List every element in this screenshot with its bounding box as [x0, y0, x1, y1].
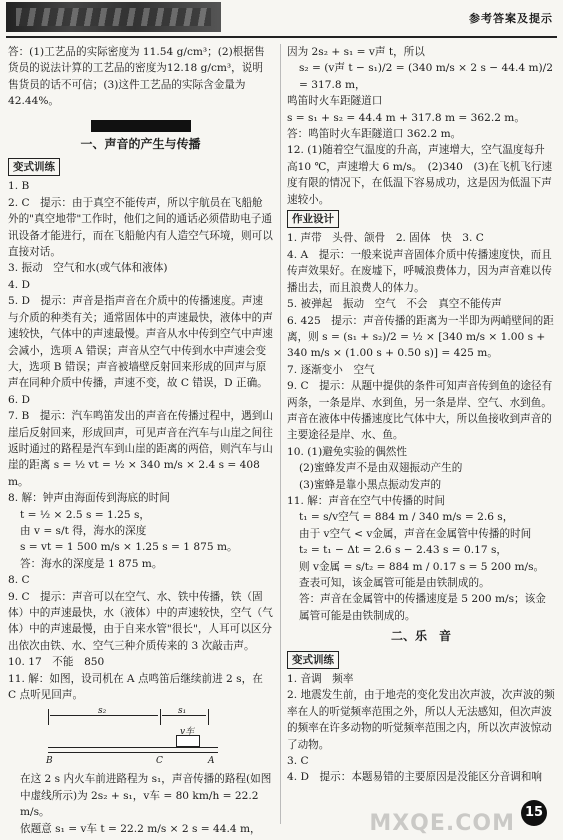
list-item: 3. C [287, 755, 309, 768]
list-item: 在这 2 s 内火车前进路程为 s₁，声音传播的路程(如图中虚线所示)为 2s₂ + s₁，v车 = 80 km/h = 22.2 m/s。 [20, 773, 272, 819]
tag-variant-training: 变式训练 [8, 158, 60, 176]
list-item: t₁ = s/v空气 = 884 m / 340 m/s = 2.6 s， [299, 511, 514, 524]
list-item: 10. (1)避免实验的偶然性 [287, 445, 407, 458]
label-C: C [156, 756, 163, 767]
column-divider [280, 44, 281, 824]
list-item: 5. 被弹起 振动 空气 不会 真空不能传声 [287, 298, 502, 311]
list-item: 10. 17 不能 850 [8, 656, 105, 669]
list-item: 2. C 提示：由于真空不能传声，所以宇航员在飞船舱外的"真空地带"工作时，他们之间的通话必须借助电子通讯设备才能进行，而在飞船舱内有人造空气环境，则可以直接对话。 [8, 196, 273, 259]
label-s2: s₂ [98, 706, 107, 717]
label-v: v车 [180, 727, 195, 738]
list-item: 查表可知，该金属管可能是由铁制成的。 [299, 577, 490, 589]
text-line: 鸣笛时火车距隧道口 [287, 95, 383, 108]
right-column [287, 44, 555, 786]
list-item: 2. 地震发生前，由于地壳的变化发出次声波，次声波的频率在人的听觉频率范围之外，所以人无法感知，但次声波的频率在许多动物的听觉频率范围之内，所以次声波惊动了动物。 [287, 689, 555, 751]
list-item: 1. 声带 头骨、颌骨 2. 固体 快 3. C [287, 232, 484, 245]
watermark-logo: MXQE.COM [369, 811, 515, 836]
list-item: 由 v = s/t 得，海水的深度 [20, 524, 147, 537]
list-item: t = ½ × 2.5 s = 1.25 s， [20, 508, 150, 521]
list-item: 8. 解：钟声由海面传到海底的时间 [8, 492, 170, 505]
list-item: 7. 逐渐变小 空气 [287, 363, 375, 376]
label-s1: s₁ [178, 706, 187, 717]
list-item: 5. D 提示：声音是指声音在介质中的传播速度。声速与介质的种类有关；通常固体中的声速最快，液体中的声速较快，气体中的声速最慢。声音从水中传到空气中声速会减小，选项 A 错误；声音从空气中传到水中声速会变大，选项 B 错误；声音被墙壁反射回来形成的回声与原声在同种介质中传播，声速不变，故 C 错误，D 正确。 [8, 295, 273, 390]
list-item: 6. D [8, 393, 30, 406]
list-item: 1. 音调 频率 [287, 673, 354, 686]
list-item: 9. C 提示：声音可以在空气、水、铁中传播，铁（固体）中的声速最快，水（液体）中的声速较快，空气（气体）中的声速最慢，由于自来水管"很长"，人耳可以区分出依次由铁、水、空气三种介质传来的 3 次敲击声。 [8, 590, 273, 652]
list-item: 4. D 提示：本题易错的主要原因是没能区分音调和响 [287, 771, 543, 784]
list-item: 1. B [8, 180, 30, 193]
list-item: (3)蜜蜂是靠小黑点振动发声的 [299, 478, 442, 491]
label-B: B [46, 756, 53, 767]
page-header [6, 0, 557, 38]
list-item: t₂ = t₁ − Δt = 2.6 s − 2.43 s = 0.17 s， [299, 544, 508, 557]
list-item: (2)蜜蜂发声不是由双翅振动产生的 [299, 462, 463, 475]
answer-paragraph: 答：(1)工艺品的实际密度为 11.54 g/cm³；(2)根据售货员的说法计算的工艺品的密度为12.18 g/cm³，说明售货员的话不可信；(3)这件工艺品的实际含金量为 42.44%。 [8, 46, 265, 108]
label-A: A [208, 756, 215, 767]
list-item: 9. C 提示：从题中提供的条件可知声音传到鱼的途径有两条，一条是岸、水到鱼，另一条是岸、空气、水到鱼。声音在液体中传播速度比气体中大，所以鱼接收到声音的主要途径是岸、水、鱼。 [287, 380, 553, 442]
list-item: 6. 425 提示：声音传播的距离为一半即为两峭壁间的距离，则 s = (s₁ + s₂)/2 = ½ × [340 m/s × 1.00 s + 340 m/s × (1.00 s + 0.50 s)] = 425 m。 [287, 314, 554, 360]
section-title: 二、乐 音 [390, 629, 451, 644]
list-item: 依题意 s₁ = v车 t = 22.2 m/s × 2 s = 44.4 m， [20, 822, 261, 835]
list-item: 3. 振动 空气和水(或气体和液体) [8, 262, 168, 275]
list-item: 7. B 提示：汽车鸣笛发出的声音在传播过程中，遇到山崖后反射回来，形成回声，可见声音在汽车与山崖之间往返时通过的路程是汽车到山崖的距离的两倍，则汽车与山崖的距离 s = ½ vt = ½ × 340 m/s × 2.4 s = 408 m。 [8, 410, 273, 488]
left-column [8, 44, 273, 837]
list-item: s = vt = 1 500 m/s × 1.25 s = 1 875 m。 [20, 541, 238, 554]
list-item: 则 v金属 = s/t₂ = 884 m / 0.17 s = 5 200 m/s。 [299, 560, 545, 573]
page-number: 15 [521, 800, 547, 826]
text-line: 因为 2s₂ + s₁ = v声 t，所以 [287, 46, 425, 58]
list-item: 由于 v空气 < v金属，声音在金属管中传播的时间 [299, 527, 532, 540]
list-item: 11. 解：如图，设司机在 A 点鸣笛后继续前进 2 s，在 C 点听见回声。 [8, 672, 263, 702]
text-line: s = s₁ + s₂ = 44.4 m + 317.8 m = 362.2 m。 [287, 111, 525, 124]
list-item: 答：海水的深度是 1 875 m。 [20, 557, 163, 570]
list-item: 8. C [8, 574, 30, 587]
tunnel-diagram [48, 707, 218, 767]
list-item: 4. A 提示：一般来说声音固体介质中传播速度快，而且传声效果好。在废墟下，呼喊浪费体力，因为声音难以传播出去，而且浪费人的体力。 [287, 248, 552, 294]
header-banner-image [6, 2, 221, 32]
list-item: 4. D [8, 278, 30, 291]
tag-variant-training: 变式训练 [287, 651, 339, 669]
list-item: 11. 解：声音在空气中传播的时间 [287, 494, 445, 507]
text-line: 答：鸣笛时火车距隧道口 362.2 m。 [287, 128, 462, 141]
text-line: s₂ = (v声 t − s₁)/2 = (340 m/s × 2 s − 44.4 m)/2 = 317.8 m， [299, 62, 553, 91]
header-title: 参考答案及提示 [469, 12, 553, 25]
unit-banner [91, 120, 191, 132]
tag-homework: 作业设计 [287, 210, 339, 228]
text-line: 12. (1)随着空气温度的升高，声速增大，空气温度每升高10 ℃，声速增大 6 m/s。 (2)340 (3)在飞机飞行速度有限的情况下，在低温下容易成功，这是因为低温下声速较小。 [287, 144, 553, 206]
section-title: 一、声音的产生与传播 [80, 136, 201, 151]
list-item: 答：声音在金属管中的传播速度是 5 200 m/s；该金属管可能是由铁制成的。 [299, 593, 546, 622]
